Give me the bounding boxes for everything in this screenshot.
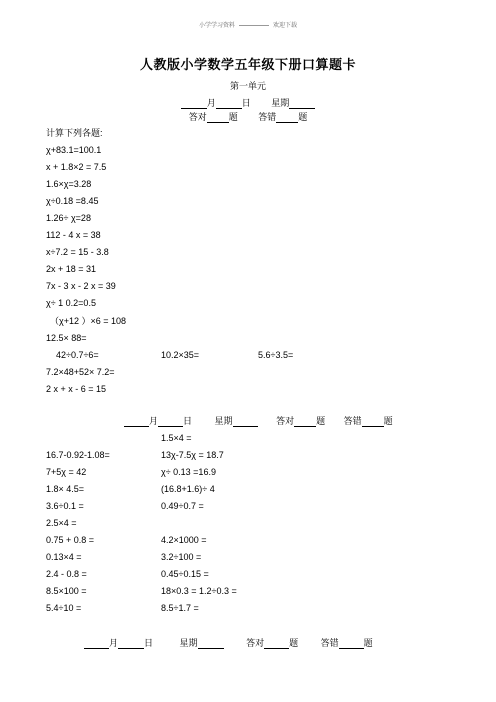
problem: 4.2×1000 = bbox=[161, 535, 207, 545]
page-title: 人教版小学数学五年级下册口算题卡 bbox=[139, 57, 356, 72]
problem: 0.45÷0.15 = bbox=[161, 569, 209, 579]
problem: (16.8+1.6)÷ 4 bbox=[161, 484, 215, 494]
date-line-3: 月 日 星期 答对 题 答错 题 bbox=[84, 638, 373, 649]
problem: 5.4÷10 = bbox=[46, 603, 82, 613]
problem: 2 x + x - 6 = 15 bbox=[46, 384, 107, 394]
problem: 7+5χ = 42 bbox=[46, 467, 87, 477]
problem: 10.2×35= bbox=[161, 350, 200, 360]
problem: 112 - 4 x = 38 bbox=[46, 230, 101, 240]
instruction: 计算下列各题: bbox=[46, 128, 103, 138]
problem: 0.75 + 0.8 = bbox=[46, 535, 95, 545]
date-line-2: 月 日 星期 答对 题 答错 题 bbox=[124, 416, 393, 427]
problem: x÷7.2 = 15 - 3.8 bbox=[46, 247, 109, 257]
unit-label: 第一单元 bbox=[229, 81, 266, 91]
problem: 12.5× 88= bbox=[46, 333, 87, 343]
problem: 8.5÷1.7 = bbox=[161, 603, 199, 613]
problem: 7.2×48+52× 7.2= bbox=[46, 367, 115, 377]
problem: 0.13×4 = bbox=[46, 552, 82, 562]
problem: 1.5×4 = bbox=[161, 433, 192, 443]
header-note bbox=[0, 20, 496, 29]
problem: 2.5×4 = bbox=[46, 518, 77, 528]
problem: χ÷0.18 =8.45 bbox=[46, 196, 99, 206]
problem: 0.49÷0.7 = bbox=[161, 501, 204, 511]
problem: 1.8× 4.5= bbox=[46, 484, 85, 494]
header-note-left: 小学学习资料 bbox=[198, 23, 235, 29]
problem: 3.2÷100 = bbox=[161, 552, 202, 562]
problem: 2x + 18 = 31 bbox=[46, 264, 97, 274]
problem: 5.6÷3.5= bbox=[258, 350, 294, 360]
problem: χ÷ 1 0.2=0.5 bbox=[46, 298, 96, 308]
problem: 42÷0.7÷6= bbox=[56, 350, 99, 360]
problem: 18×0.3 = 1.2÷0.3 = bbox=[161, 586, 237, 596]
header-note-right: 欢迎下载 bbox=[273, 23, 298, 29]
problem: 1.26÷ χ=28 bbox=[46, 213, 91, 223]
problem: 7x - 3 x - 2 x = 39 bbox=[46, 281, 116, 291]
problem: 13χ-7.5χ = 18.7 bbox=[161, 450, 224, 460]
problem: x + 1.8×2 = 7.5 bbox=[46, 162, 107, 172]
problem: 8.5×100 = bbox=[46, 586, 87, 596]
date-line-1: 月 日 星期 bbox=[0, 96, 496, 109]
problem: χ+83.1=100.1 bbox=[46, 145, 102, 155]
score-line-1: 答对 题 答错 题 bbox=[188, 112, 308, 122]
problem: 1.6×χ=3.28 bbox=[46, 179, 92, 189]
problem: 16.7-0.92-1.08= bbox=[46, 450, 110, 460]
problem: 3.6÷0.1 = bbox=[46, 501, 84, 511]
problem: χ÷ 0.13 =16.9 bbox=[161, 467, 216, 477]
problem: （χ+12 ）×6 = 108 bbox=[50, 316, 127, 326]
problem: 2.4 - 0.8 = bbox=[46, 569, 87, 579]
